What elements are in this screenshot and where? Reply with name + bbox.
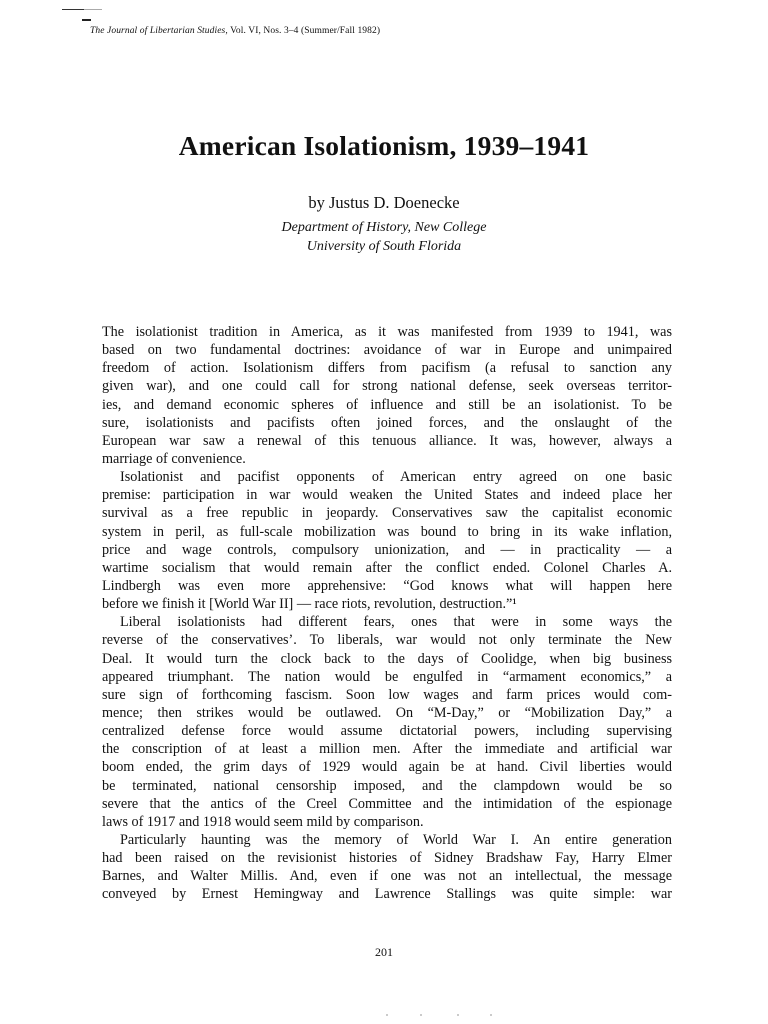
body-line: The isolationist tradition in America, as it was manifested from 1939 to 1941, was [102, 324, 672, 340]
body-line: centralized defense force would assume dictatorial powers, including supervising [102, 723, 672, 740]
body-line: appeared triumphant. The nation would be engulfed in “armament economics,” a [102, 668, 672, 685]
article-body [102, 323, 672, 904]
body-line: survival as a free republic in jeopardy. Conservatives saw the capitalist economic [102, 505, 672, 522]
running-head [90, 26, 380, 36]
issue-info: , Vol. VI, Nos. 3–4 (Summer/Fall 1982) [225, 26, 381, 36]
body-line: laws of 1917 and 1918 would seem mild by comparison. [102, 813, 424, 830]
body-line: based on two fundamental doctrines: avoidance of war in Europe and unimpaired [102, 342, 672, 359]
body-line: Isolationist and pacifist opponents of American entry agreed on one basic [120, 469, 672, 486]
body-line: system in peril, as full-scale mobilization was bound to bring in its wake inflation, [102, 523, 672, 540]
body-line: conveyed by Ernest Hemingway and Lawrence Stallings was quite simple: war [102, 886, 672, 903]
article-title: American Isolationism, 1939–1941 [178, 130, 590, 161]
scan-speckles [380, 1014, 500, 1018]
body-line: boom ended, the grim days of 1929 would again be at hand. Civil liberties would [102, 759, 672, 776]
body-line: sure, isolationists and pacifists often joined forces, and the onslaught of the [102, 414, 672, 431]
body-line: European war saw a renewal of this tenuous alliance. It was, however, always a [102, 432, 672, 449]
body-line: Liberal isolationists had different fears, ones that were in some ways the [120, 614, 672, 631]
body-line: Deal. It would turn the clock back to the days of Coolidge, when big business [102, 650, 672, 667]
body-line: mence; then strikes would be outlawed. On “M-Day,” or “Mobilization Day,” a [102, 704, 672, 721]
body-line: severe that the antics of the Creel Committee and the intimidation of the espionage [102, 795, 672, 812]
body-line: Lindbergh was even more apprehensive: “God knows what will happen here [102, 577, 672, 594]
body-line: marriage of convenience. [102, 450, 246, 467]
body-line: given war), and one could call for strong national defense, seek overseas territor- [102, 378, 672, 395]
body-line: reverse of the conservatives’. To liberals, war would not only terminate the New [102, 632, 672, 649]
body-line: premise: participation in war would weaken the United States and indeed place her [102, 487, 672, 504]
body-line: be terminated, national censorship imposed, and the clampdown would be so [102, 777, 672, 794]
body-line: the conscription of at least a million men. After the immediate and artificial war [102, 741, 672, 758]
author-university: University of South Florida [306, 239, 462, 254]
page-number: 201 [375, 945, 393, 959]
body-line: Barnes, and Walter Millis. And, even if one was not an intellectual, the message [102, 868, 672, 885]
journal-name: The Journal of Libertarian Studies [90, 26, 226, 36]
body-line: Particularly haunting was the memory of World War I. An entire generation [120, 831, 672, 848]
body-line: sure sign of forthcoming fascism. Soon low wages and farm prices would com- [102, 686, 672, 703]
scan-artifact-mark [62, 7, 110, 23]
body-line: before we finish it [World War II] — race riots, revolution, destruction.”¹ [102, 596, 517, 613]
body-line: had been raised on the revisionist histories of Sidney Bradshaw Fay, Harry Elmer [102, 850, 672, 867]
body-line: freedom of action. Isolationism differs from pacifism (a refusal to sanction any [102, 360, 672, 377]
body-line: wartime socialism that would remain after the conflict ended. Colonel Charles A. [102, 559, 672, 576]
body-line: ies, and demand economic spheres of influence and still be an isolationist. To be [102, 396, 672, 413]
author-department: Department of History, New College [281, 220, 487, 235]
author-byline: by Justus D. Doenecke [308, 193, 460, 212]
body-line: price and wage controls, compulsory unionization, and — in practicality — a [102, 541, 672, 558]
